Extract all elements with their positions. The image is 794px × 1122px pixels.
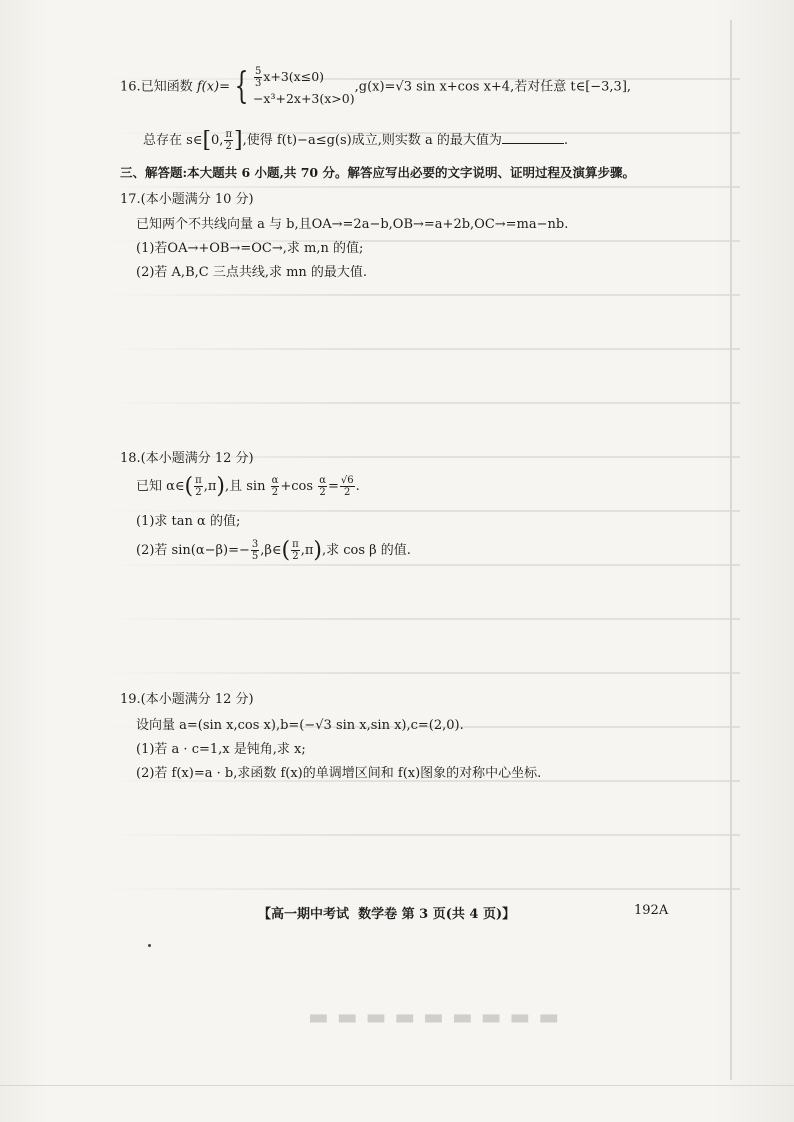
footer-subject: 数学卷 — [358, 907, 398, 922]
footer-title — [258, 903, 515, 922]
fraction — [251, 539, 259, 562]
problem-number: 16. — [120, 79, 141, 95]
problem-19-stem: 设向量 a=(sin x,cos x),b=(−√3 sin x,sin x),c=(2,0). — [136, 718, 464, 733]
denominator: 5 — [251, 551, 259, 562]
period: . — [355, 479, 360, 494]
problem-18-q1: (1)求 tan α 的值; — [136, 514, 241, 529]
problem-17-q2: (2)若 A,B,C 三点共线,求 mn 的最大值. — [136, 265, 368, 280]
problem-text: ,求 cos β 的值. — [321, 543, 411, 558]
problem-17-stem: 已知两个不共线向量 a 与 b,且OA→=2a−b,OB→=a+2b,OC→=ma−nb. — [136, 217, 569, 232]
bracket: ) — [313, 538, 322, 563]
function-name: f(x)= — [196, 79, 231, 95]
problem-text: +cos — [280, 479, 314, 494]
fraction — [194, 475, 203, 498]
denominator: 2 — [292, 551, 299, 562]
case-1 — [253, 66, 325, 89]
problem-16-line-2 — [143, 128, 568, 153]
denominator: 2 — [319, 487, 326, 498]
case-2: −x³+2x+3(x>0) — [252, 91, 355, 106]
problem-19-q1: (1)若 a · c=1,x 是钝角,求 x; — [136, 742, 306, 757]
numerator: π — [225, 129, 233, 140]
answer-blank — [502, 131, 564, 144]
problem-text: ,且 sin — [225, 479, 266, 494]
numerator: α — [271, 475, 279, 486]
problem-17-header: 17.(本小题满分 10 分) — [120, 192, 254, 207]
problem-text: ,β∈ — [260, 543, 282, 558]
bracket: ( — [281, 538, 291, 563]
piecewise-cases — [253, 66, 355, 108]
problem-text: 已知 α∈ — [136, 479, 185, 494]
bracket: ( — [184, 474, 194, 499]
fraction — [271, 475, 280, 498]
fraction — [340, 475, 355, 498]
fraction — [291, 539, 300, 562]
bleed-through-footer: ▬▬▬▬▬▬▬▬▬ — [300, 1005, 560, 1030]
comma-pi: ,π — [300, 543, 314, 558]
equals: = — [327, 479, 339, 494]
bracket: ) — [216, 474, 225, 499]
problem-text: 总存在 s∈ — [143, 133, 203, 148]
denominator: 3 — [254, 78, 262, 89]
numerator: π — [292, 539, 299, 550]
piecewise-function — [230, 66, 355, 108]
bracket: ] — [234, 128, 243, 153]
problem-text: (2)若 sin(α−β)=− — [136, 543, 250, 558]
problem-19-header: 19.(本小题满分 12 分) — [120, 692, 254, 707]
g-definition: ,g(x)=√3 sin x+cos x+4,若对任意 t∈[−3,3], — [354, 79, 632, 95]
denominator: 2 — [344, 487, 351, 498]
comma-pi: ,π — [203, 479, 217, 494]
numerator: √6 — [340, 475, 354, 486]
fraction — [318, 475, 327, 498]
case-1-text: x+3(x≤0) — [263, 69, 325, 84]
problem-text: ,使得 f(t)−a≤g(s)成立,则实数 a 的最大值为 — [242, 133, 502, 148]
problem-18-header: 18.(本小题满分 12 分) — [120, 451, 254, 466]
problem-16-line-1 — [120, 66, 631, 108]
denominator: 2 — [195, 487, 202, 498]
footer-code: 192A — [634, 903, 669, 918]
brace: { — [234, 66, 249, 107]
denominator: 2 — [225, 141, 232, 152]
bracket: [ — [202, 128, 212, 153]
period: . — [563, 133, 569, 148]
fraction — [254, 66, 262, 89]
footer-exam: 【高一期中考试 — [258, 907, 350, 922]
interval-start: 0, — [211, 133, 224, 148]
section-3-header: 三、解答题:本大题共 6 小题,共 70 分。解答应写出必要的文字说明、证明过程及演算步骤。 — [120, 165, 635, 180]
numerator: α — [319, 475, 326, 486]
denominator: 2 — [271, 487, 279, 498]
fraction — [224, 129, 233, 152]
problem-17-q1: (1)若OA→+OB→=OC→,求 m,n 的值; — [136, 241, 364, 256]
numerator: π — [195, 475, 202, 486]
numerator: 5 — [254, 66, 262, 77]
problem-19-q2: (2)若 f(x)=a · b,求函数 f(x)的单调增区间和 f(x)图象的对称中心坐标. — [136, 766, 542, 781]
footer-page: 第 3 页(共 4 页)】 — [401, 907, 516, 922]
problem-text: 已知函数 — [140, 79, 193, 95]
numerator: 3 — [251, 539, 259, 550]
problem-18-q2 — [136, 538, 411, 563]
problem-18-stem — [136, 474, 360, 499]
